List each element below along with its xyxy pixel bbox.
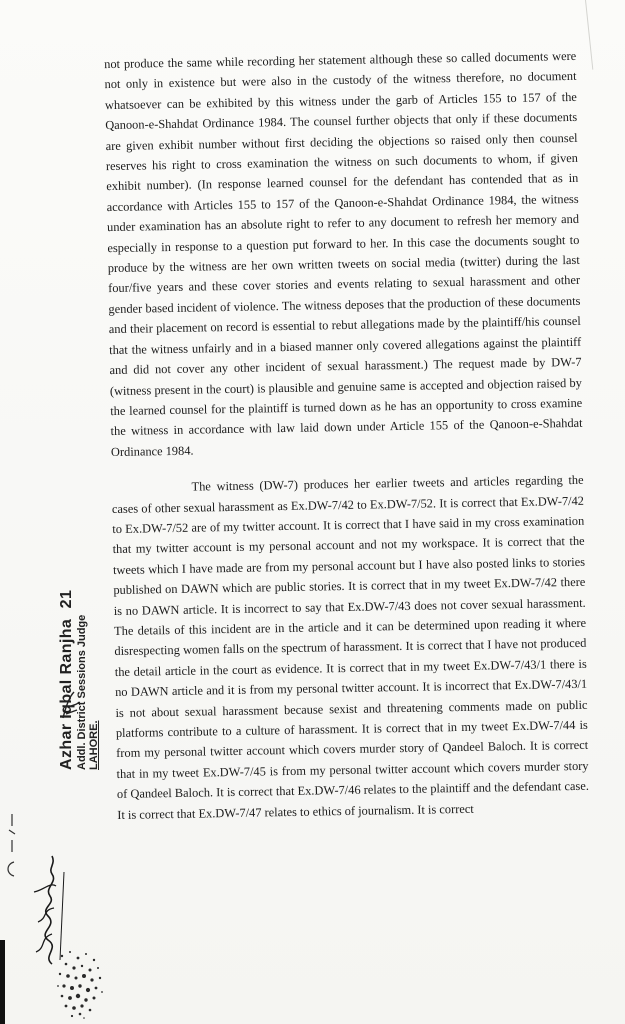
document-body xyxy=(104,46,589,825)
stamp-name: Azhar Iqbal Ranjha xyxy=(58,618,75,770)
paragraph-2: The witness (DW-7) produces her earlier tweets and articles regarding the cases of other sexual harassment as Ex.DW-7/42 to Ex.DW-7/52. It is correct that Ex.DW-7/42 to Ex.DW-7/52 are of my twitter account. It is correct that I have said in my cross examination that my twitter account is my personal account and not my workspace. It is correct that the tweets which I have made are from my personal account but I have also posted links to stories published on DAWN which are public stories. It is correct that in my tweet Ex.DW-7/42 there is no DAWN article. It is incorrect to say that Ex.DW-7/43 does not cover sexual harassment. The details of this incident are in the article and it can be determined upon reading it where disrespecting women falls on the spectrum of harassment. It is correct that I have not produced the detail article in the court as evidence. It is correct that in my tweet Ex.DW-7/43/1 there is no DAWN article and it is from my personal twitter account. It is incorrect that Ex.DW-7/43/1 is not about sexual harassment because sexist and threatening comments made on public platforms contribute to a culture of harassment. It is correct that in my tweet Ex.DW-7/44 is from my personal twitter account which covers murder story of Qandeel Baloch. It is correct that in my tweet Ex.DW-7/45 is from my personal twitter account which covers murder story of Qandeel Baloch. It is correct that Ex.DW-7/46 relates to the plaintiff and the defendant case. It is correct that Ex.DW-7/47 relates to ethics of journalism. It is correct xyxy=(111,472,590,822)
paragraph-1: not produce the same while recording her statement although these so called documents were not only in existence but were also in the custody of the witness therefore, no document whatsoever can be exhibited by this witness under the garb of Articles 155 to 157 of the Qanoon-e-Shahdat Ordinance 1984. The counsel further objects that only if these documents are given exhibit number without first deciding the objections so raised only then counsel reserves his right to cross examination the witness on such documents to whom, if given exhibit number). (In response learned counsel for the defendant has contended that as in accordance with Articles 155 to 157 of the Qanoon-e-Shahdat Ordinance 1984, the witness under examination has an absolute right to refer to any document to refresh her memory and especially in response to a question put forward to her. In this case the documents sought to produce by the witness are her own written tweets on social media (twitter) during the last four/five years and these cover stories and events relating to sexual harassment and other gender based incident of violence. The witness deposes that the production of these documents and their placement on record is essential to rebut allegations made by the plaintiff/his counsel that the witness unfairly and in a biased manner only covered allegations against the plaintiff and did not cover any other incident of sexual harassment.) The request made by DW-7 (witness present in the court) is plausible and genuine same is accepted and objection raised by the learned counsel for the plaintiff is turned down as he has an opportunity to cross examine the witness in accordance with law laid down under Article 155 of the Qanoon-e-Shahdat Ordinance 1984. xyxy=(104,48,583,459)
thumbprint-icon xyxy=(50,946,110,1020)
stamp-city: LAHORE. xyxy=(88,720,100,770)
stamp-title: Addl. District Sessions Judge xyxy=(76,614,88,770)
judge-stamp xyxy=(58,590,100,770)
initial-mark xyxy=(60,690,82,722)
page-crease xyxy=(585,0,593,70)
edge-mark xyxy=(4,812,20,854)
scan-edge-bar xyxy=(0,940,5,1024)
edge-curl xyxy=(4,860,18,878)
stamp-date: 21 xyxy=(58,589,75,609)
